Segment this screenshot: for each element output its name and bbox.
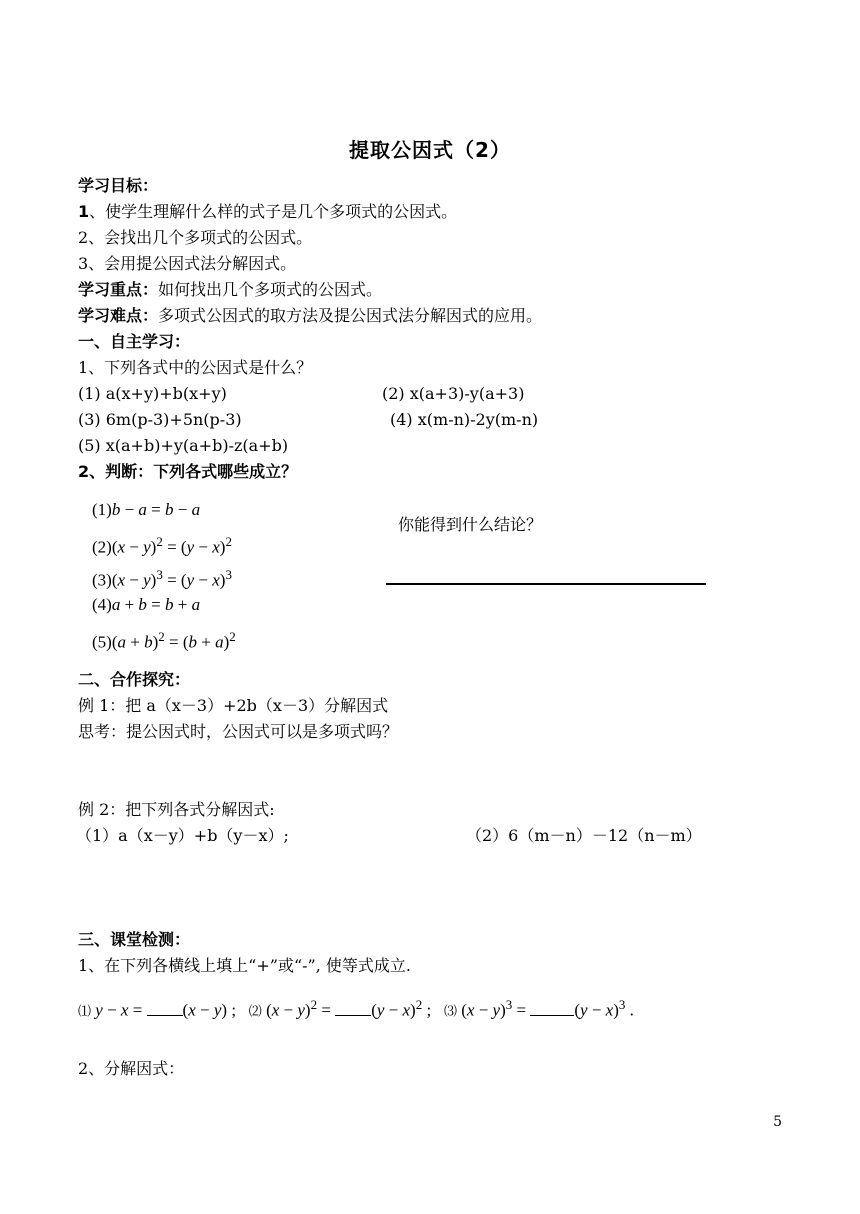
- section1-q2: 2、判断：下列各式哪些成立？: [78, 462, 298, 481]
- problem-4: (4) x(m-n)-2y(m-n): [390, 410, 539, 429]
- equation-4: (4)a + b = b + a: [92, 595, 201, 614]
- conclusion-prompt: 你能得到什么结论？: [398, 515, 543, 534]
- section2-heading: 二、合作探究：: [78, 670, 191, 689]
- difficulty: [78, 305, 542, 327]
- example-2: 例 2：把下列各式分解因式:: [78, 800, 275, 819]
- fill-in-equations: ⑴ y − x = (x − y) ; ⑵ $(x - y)^2 = (y - x)^2$ ; ⑶ $(x - y)^3 = (y - x)^3$ .: [78, 997, 634, 1020]
- page-title: 提取公因式（2）: [349, 138, 511, 162]
- objectives-heading: 学习目标：: [78, 176, 159, 195]
- objective-2: 2、会找出几个多项式的公因式。: [78, 228, 313, 247]
- page-number: 5: [773, 1114, 782, 1130]
- example-1: 例 1：把 a（x－3）+2b（x－3）分解因式: [78, 696, 389, 715]
- objective-1: [78, 201, 457, 223]
- example-2-part-2: （2）6（m－n）－12（n－m）: [466, 826, 702, 845]
- section3-heading: 三、课堂检测：: [78, 930, 191, 949]
- section1-heading: 一、自主学习：: [78, 332, 191, 351]
- example-2-part-1: （1）a（x－y）+b（y－x）;: [76, 826, 289, 845]
- problem-5: (5) x(a+b)+y(a+b)-z(a+b): [78, 436, 289, 455]
- objective-1-number: 1: [78, 202, 90, 221]
- equation-5: $(5)(a + b)^2 = (b + a)^2$: [92, 629, 236, 652]
- section1-q1: 1、下列各式中的公因式是什么？: [78, 358, 313, 377]
- key-point-label: 学习重点：: [78, 280, 159, 299]
- key-point-text: 如何找出几个多项式的公因式。: [158, 280, 383, 299]
- think-question: 思考：提公因式时，公因式可以是多项式吗？: [78, 722, 399, 741]
- equation-3: $(3)(x - y)^3 = (y - x)^3$: [92, 567, 232, 590]
- section3-q1: 1、在下列各横线上填上“+”或“-”, 使等式成立.: [78, 956, 411, 975]
- problem-3: (3) 6m(p-3)+5n(p-3): [78, 410, 242, 429]
- equation-2: $(2)(x - y)^2 = (y - x)^2$: [92, 534, 232, 557]
- section3-q2: 2、分解因式：: [78, 1059, 185, 1078]
- problem-1: (1) a(x+y)+b(x+y): [78, 384, 227, 403]
- difficulty-text: 多项式公因式的取方法及提公因式法分解因式的应用。: [158, 306, 543, 325]
- objective-3: 3、会用提公因式法分解因式。: [78, 254, 297, 273]
- conclusion-answer-line: [386, 583, 706, 585]
- key-point: [78, 279, 382, 301]
- equation-1: (1)b − a = b − a: [92, 500, 201, 519]
- difficulty-label: 学习难点：: [78, 306, 159, 325]
- problem-2: (2) x(a+3)-y(a+3): [382, 384, 525, 403]
- objective-1-text: 、使学生理解什么样的式子是几个多项式的公因式。: [89, 202, 458, 221]
